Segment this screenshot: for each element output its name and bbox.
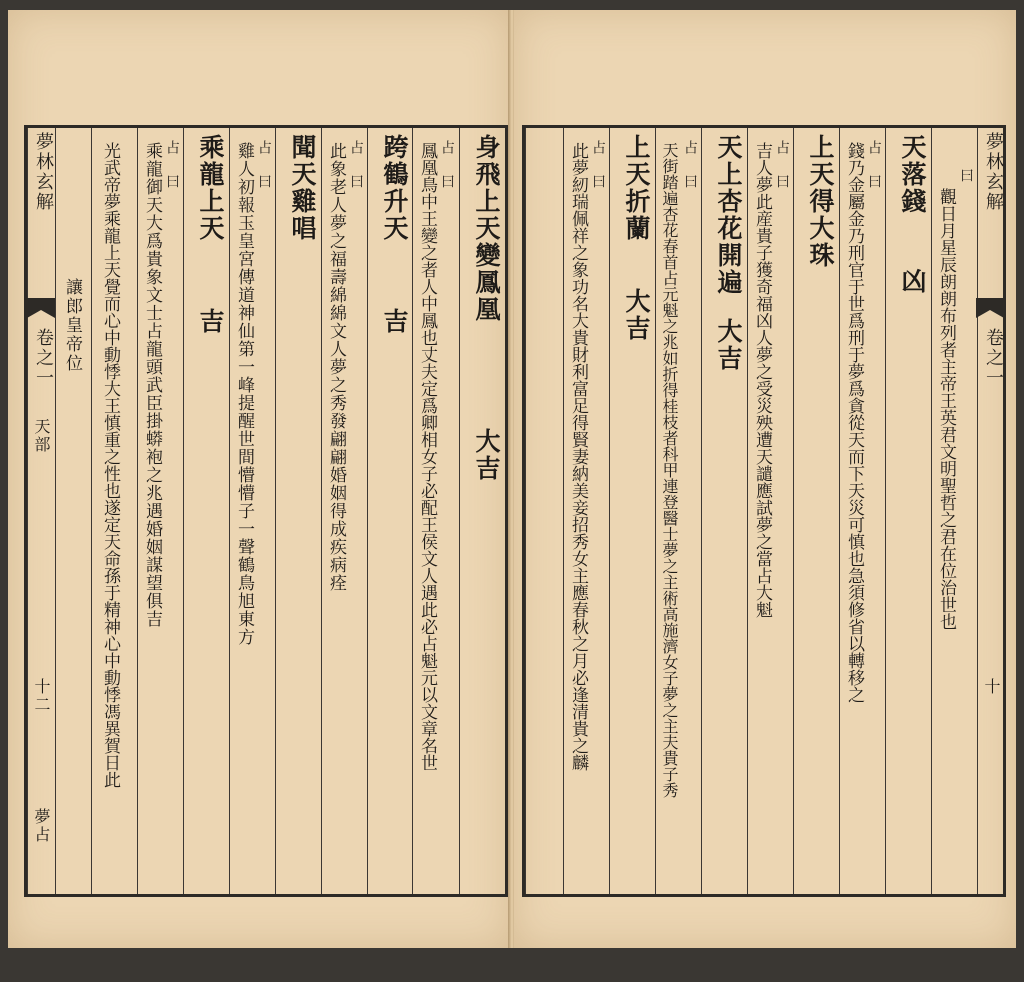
entry-text: 占 曰 吉人夢此産貴子獲奇福凶人夢之受災殃遭天譴應試夢之當占大魁 [747, 128, 793, 894]
entry-text: 占 曰 此夢紉瑞佩祥之象功名大貴財利富足得賢妻納美妾招秀女主應春秋之月必逢清貴之麟 [563, 128, 609, 894]
entry-text: 光武帝夢乘龍上天覺而心中動悸大王慎重之性也遂定天命孫于精神心中動悸馮異賀日此 [91, 128, 137, 894]
entry-text: 占 曰 天街踏遍杏花春首占元魁之兆如折得桂枝者科甲連登醫士夢之主術高施濟女子夢之主夫貴子秀 [655, 128, 701, 894]
entry-text: 占 曰 錢乃金屬金乃刑官于世爲刑于夢爲貪從天而下天災可慎也急須修省以轉移之 [839, 128, 885, 894]
entry-text: 曰 觀日月星辰朗朗布列者主帝王英君文明聖哲之君在位治世也 [931, 128, 977, 894]
entry-heading: 乘龍上天 吉 [183, 128, 229, 894]
left-text-frame [24, 125, 508, 897]
entry-text: 占 曰 乘龍御天大爲貴象文士占龍頭武臣掛蟒袍之兆遇婚姻謀望俱吉 [137, 128, 183, 894]
right-page [514, 10, 1016, 948]
fish-tail-mark [976, 298, 1004, 318]
empty-column [525, 128, 563, 894]
page-margin-band: 夢林玄解 卷之一 天部 十二 夢占 [27, 128, 55, 894]
entry-heading: 上天得大珠 [793, 128, 839, 894]
entry-text: 讓郎皇帝位 [55, 128, 91, 894]
left-page [8, 10, 510, 948]
right-text-frame [522, 125, 1006, 897]
entry-text: 占 曰 此象老人夢之福壽綿綿文人夢之秀發翩翩婚姻得成疾病痊 [321, 128, 367, 894]
entry-heading: 天上杏花開遍 大吉 [701, 128, 747, 894]
entry-text: 占 曰 雞人初報玉皇宮傳道神仙第一峰提醒世間懵懵子一聲鶴鳥旭東方 [229, 128, 275, 894]
page-margin-band: 夢林玄解 卷之一 十 [977, 128, 1003, 894]
entry-heading: 上天折蘭 大吉 [609, 128, 655, 894]
entry-heading: 身飛上天變鳳凰 大吉 [459, 128, 505, 894]
entry-heading: 跨鶴升天 吉 [367, 128, 412, 894]
fish-tail-mark [27, 298, 55, 318]
entry-heading: 聞天雞唱 [275, 128, 321, 894]
entry-heading: 天落錢 凶 [885, 128, 931, 894]
entry-text: 占 曰 鳳凰鳥中王變之者人中鳳也丈夫定爲卿相女子必配王侯文人遇此必占魁元以文章名世 [412, 128, 459, 894]
